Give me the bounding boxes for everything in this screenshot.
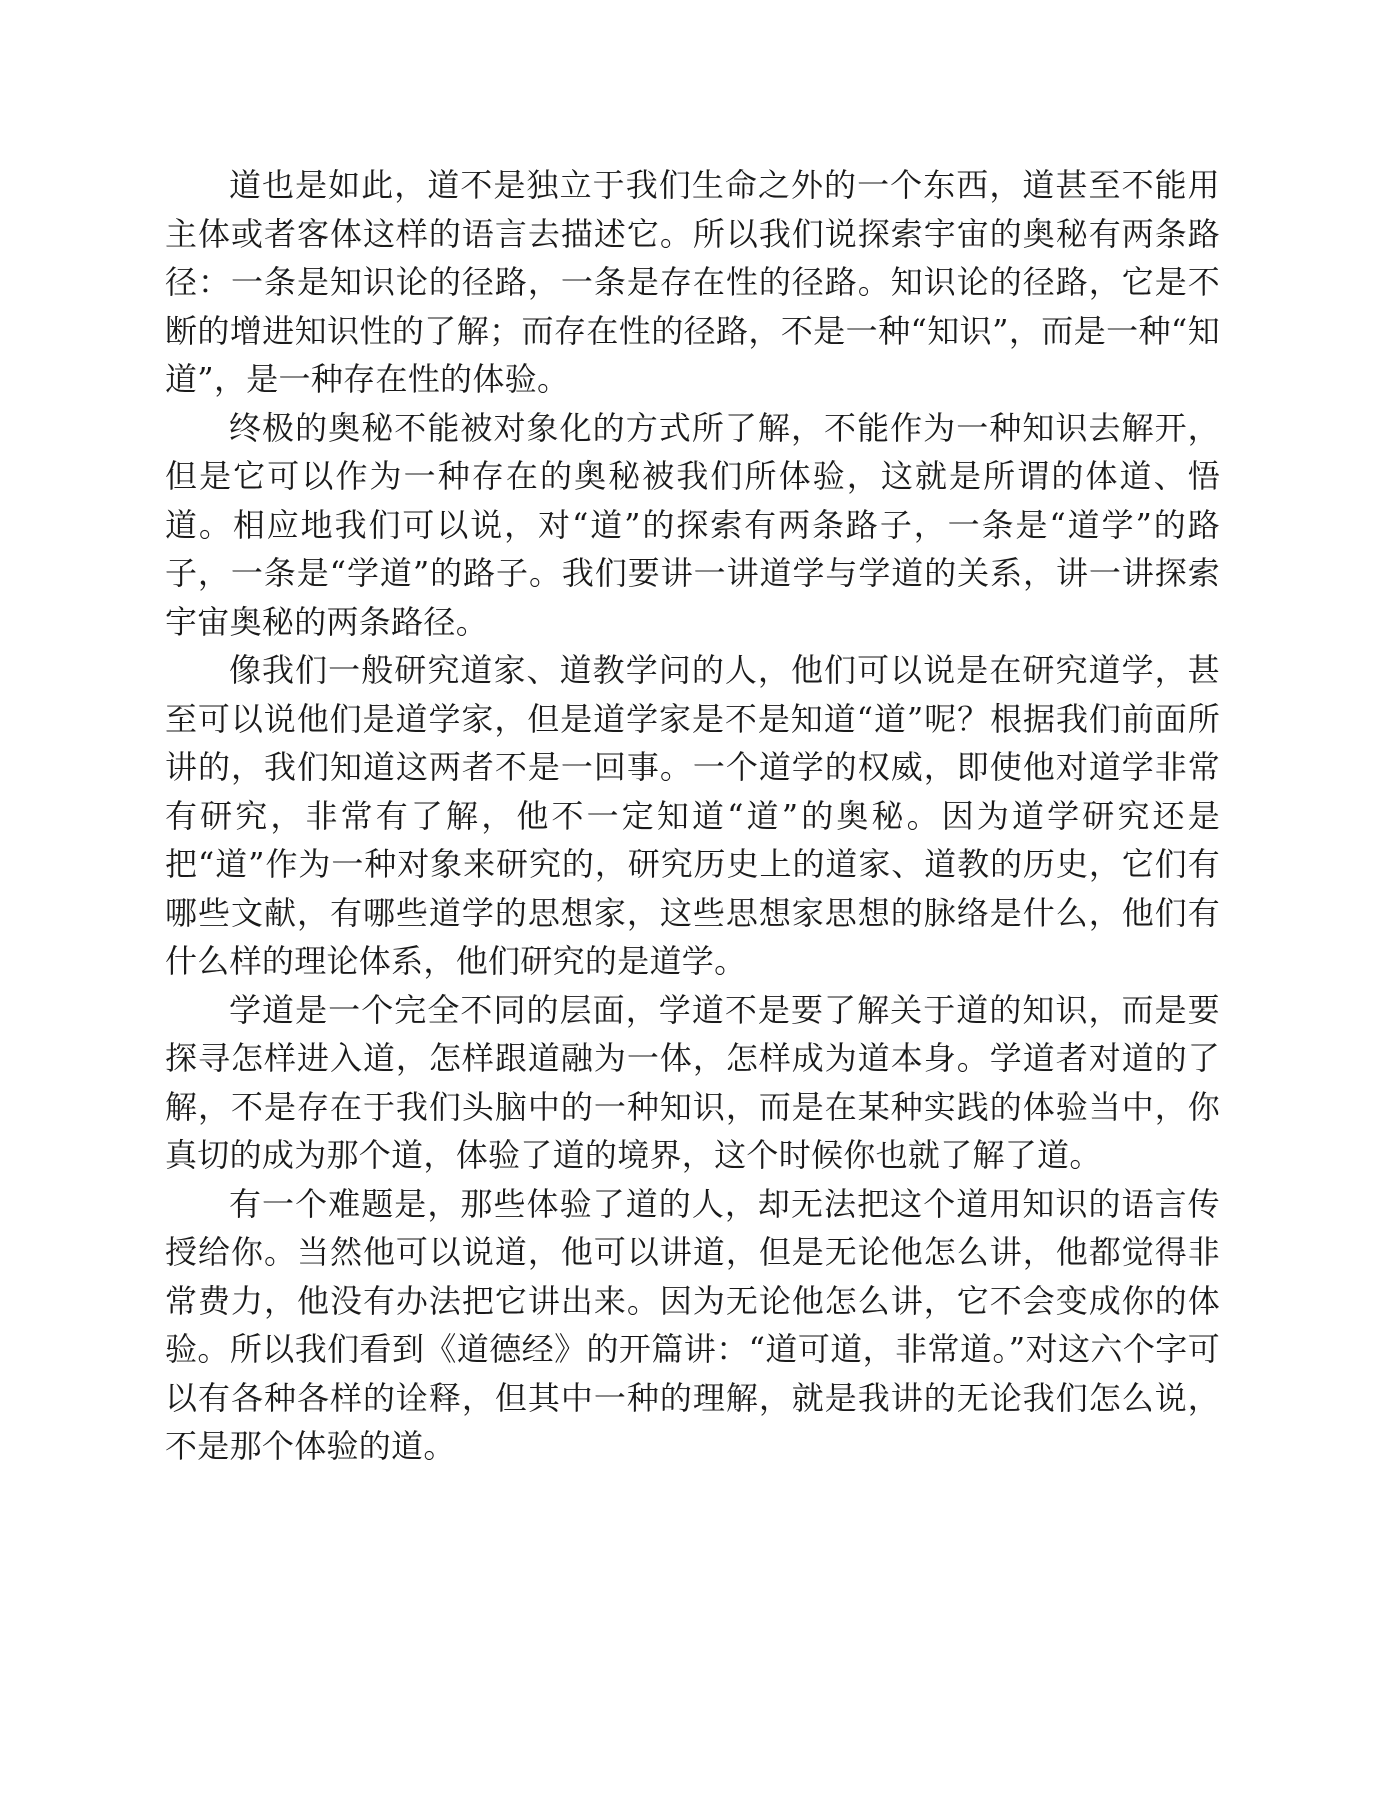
- body-text: [165, 161, 1220, 1471]
- paragraph-2: 终极的奥秘不能被对象化的方式所了解，不能作为一种知识去解开，但是它可以作为一种存在的奥秘被我们所体验，这就是所谓的体道、悟道。相应地我们可以说，对“道”的探索有两条路子，一条是“道学”的路子，一条是“学道”的路子。我们要讲一讲道学与学道的关系，讲一讲探索宇宙奥秘的两条路径。: [165, 408, 1220, 641]
- paragraph-5: 有一个难题是，那些体验了道的人，却无法把这个道用知识的语言传授给你。当然他可以说道，他可以讲道，但是无论他怎么讲，他都觉得非常费力，他没有办法把它讲出来。因为无论他怎么讲，它不会变成你的体验。所以我们看到《道德经》的开篇讲：“道可道，非常道。”对这六个字可以有各种各样的诠释，但其中一种的理解，就是我讲的无论我们怎么说，不是那个体验的道。: [165, 1184, 1220, 1465]
- paragraph-1: 道也是如此，道不是独立于我们生命之外的一个东西，道甚至不能用主体或者客体这样的语言去描述它。所以我们说探索宇宙的奥秘有两条路径：一条是知识论的径路，一条是存在性的径路。知识论的径路，它是不断的增进知识性的了解；而存在性的径路，不是一种“知识”，而是一种“知道”，是一种存在性的体验。: [165, 166, 1220, 398]
- paragraph-3: 像我们一般研究道家、道教学问的人，他们可以说是在研究道学，甚至可以说他们是道学家，但是道学家是不是知道“道”呢？根据我们前面所讲的，我们知道这两者不是一回事。一个道学的权威，即使他对道学非常有研究，非常有了解，他不一定知道“道”的奥秘。因为道学研究还是把“道”作为一种对象来研究的，研究历史上的道家、道教的历史，它们有哪些文献，有哪些道学的思想家，这些思想家思想的脉络是什么，他们有什么样的理论体系，他们研究的是道学。: [165, 651, 1220, 980]
- paragraph-4: 学道是一个完全不同的层面，学道不是要了解关于道的知识，而是要探寻怎样进入道，怎样跟道融为一体，怎样成为道本身。学道者对道的了解，不是存在于我们头脑中的一种知识，而是在某种实践的体验当中，你真切的成为那个道，体验了道的境界，这个时候你也就了解了道。: [165, 990, 1220, 1174]
